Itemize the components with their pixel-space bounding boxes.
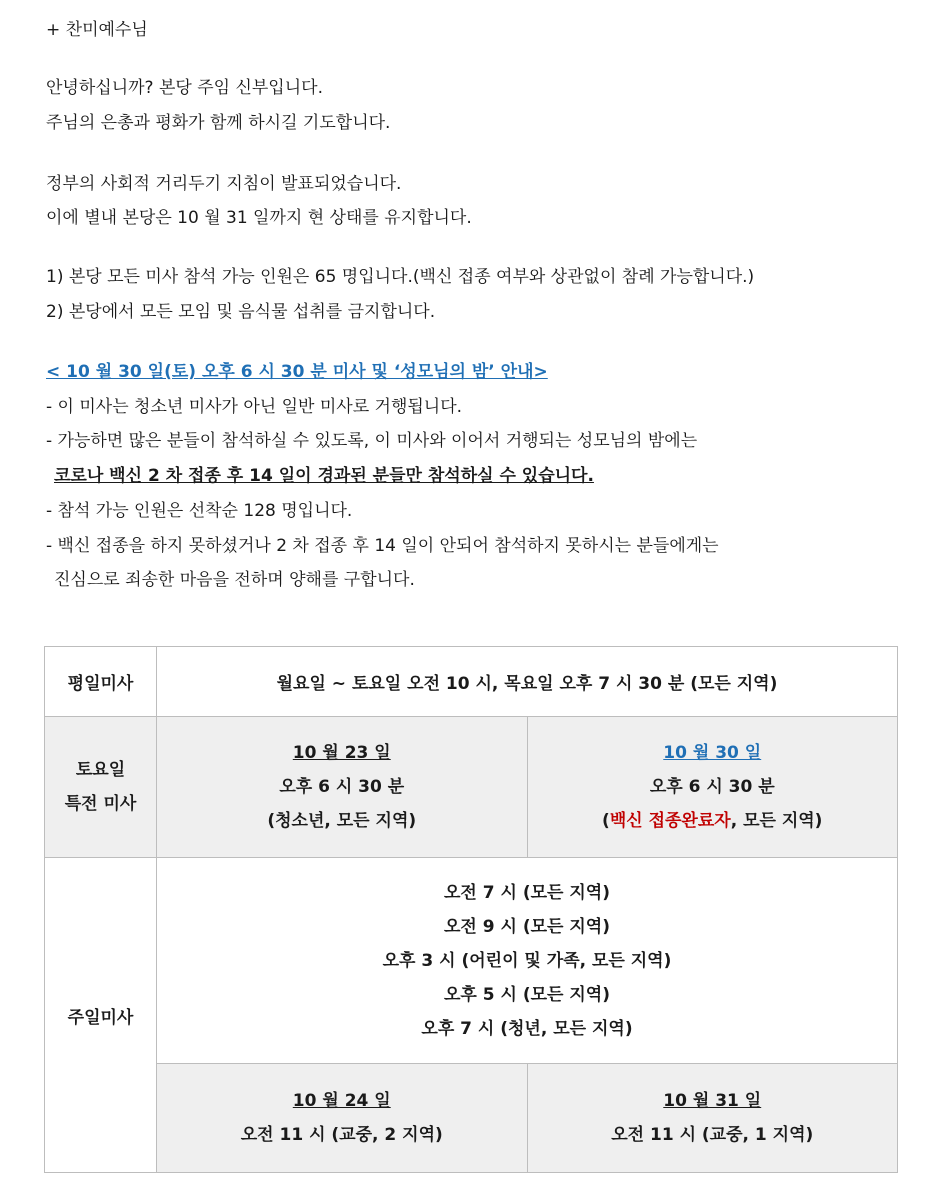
saturday-label-line2: 특전 미사 [64, 794, 137, 814]
weekday-row [45, 647, 898, 717]
saturday-row [45, 717, 898, 858]
sunday-times-cell [157, 858, 898, 1064]
saturday-right-time: 오후 6 시 30 분 [649, 777, 775, 797]
notice-line: - 이 미사는 청소년 미사가 아닌 일반 미사로 거행됩니다. [46, 397, 463, 417]
saturday-right-cell [527, 717, 898, 858]
saturday-right-note [528, 804, 898, 838]
guideline-line: 정부의 사회적 거리두기 지침이 발표되었습니다. [46, 174, 402, 194]
sunday-right-cell [527, 1064, 898, 1173]
sunday-special-row [45, 1064, 898, 1173]
rule-line: 1) 본당 모든 미사 참석 가능 인원은 65 명입니다.(백신 접종 여부와 상관없이 참례 가능합니다.) [46, 267, 755, 287]
saturday-left-cell [157, 717, 528, 858]
notice-title-link[interactable]: < 10 월 30 일(토) 오후 6 시 30 분 미사 및 ‘성모님의 밤’ 안내> [46, 362, 548, 382]
mass-schedule-table [44, 646, 898, 1173]
rule-line: 2) 본당에서 모든 모임 및 음식물 섭취를 금지합니다. [46, 302, 436, 322]
guideline-line: 이에 별내 본당은 10 월 31 일까지 현 상태를 유지합니다. [46, 208, 472, 228]
sunday-left-time: 오전 11 시 (교중, 2 지역) [240, 1125, 443, 1145]
notice-line: - 참석 가능 인원은 선착순 128 명입니다. [46, 501, 353, 521]
sunday-right-time: 오전 11 시 (교중, 1 지역) [611, 1125, 814, 1145]
notice-line: 진심으로 죄송한 마음을 전하며 양해를 구합니다. [54, 570, 415, 590]
notice-line: - 백신 접종을 하지 못하셨거나 2 차 접종 후 14 일이 안되어 참석하지 못하시는 분들에게는 [46, 536, 719, 556]
greeting-line: 안녕하십니까? 본당 주임 신부입니다. [46, 78, 323, 98]
sunday-left-date: 10 월 24 일 [292, 1091, 391, 1111]
saturday-left-note: (청소년, 모든 지역) [267, 811, 417, 831]
saturday-right-date: 10 월 30 일 [663, 743, 762, 763]
notice-line: - 가능하면 많은 분들이 참석하실 수 있도록, 이 미사와 이어서 거행되는 성모님의 밤에는 [46, 431, 698, 451]
saturday-left-date: 10 월 23 일 [292, 743, 391, 763]
header-text: + 찬미예수님 [46, 20, 148, 40]
sunday-left-cell [157, 1064, 528, 1173]
sunday-time: 오전 9 시 (모든 지역) [444, 916, 610, 937]
sunday-time: 오후 5 시 (모든 지역) [444, 984, 610, 1005]
sunday-label: 주일미사 [45, 858, 157, 1173]
sunday-time: 오전 7 시 (모든 지역) [444, 882, 610, 903]
saturday-left-time: 오후 6 시 30 분 [279, 777, 405, 797]
saturday-label-line1: 토요일 [75, 760, 126, 780]
saturday-label [45, 717, 157, 858]
notice-emphasis: 코로나 백신 2 차 접종 후 14 일이 경과된 분들만 참석하실 수 있습니다. [54, 466, 594, 486]
note-rest: , 모든 지역) [730, 811, 823, 831]
sunday-row [45, 858, 898, 1064]
weekday-label: 평일미사 [45, 647, 157, 717]
sunday-right-date: 10 월 31 일 [663, 1091, 762, 1111]
weekday-time: 월요일 ~ 토요일 오전 10 시, 목요일 오후 7 시 30 분 (모든 지역) [157, 647, 898, 717]
sunday-time: 오후 3 시 (어린이 및 가족, 모든 지역) [382, 950, 672, 971]
sunday-time: 오후 7 시 (청년, 모든 지역) [421, 1018, 633, 1039]
note-open: ( [602, 811, 610, 831]
greeting-line: 주님의 은총과 평화가 함께 하시길 기도합니다. [46, 113, 391, 133]
vaccinated-only-text: 백신 접종완료자 [609, 811, 731, 831]
